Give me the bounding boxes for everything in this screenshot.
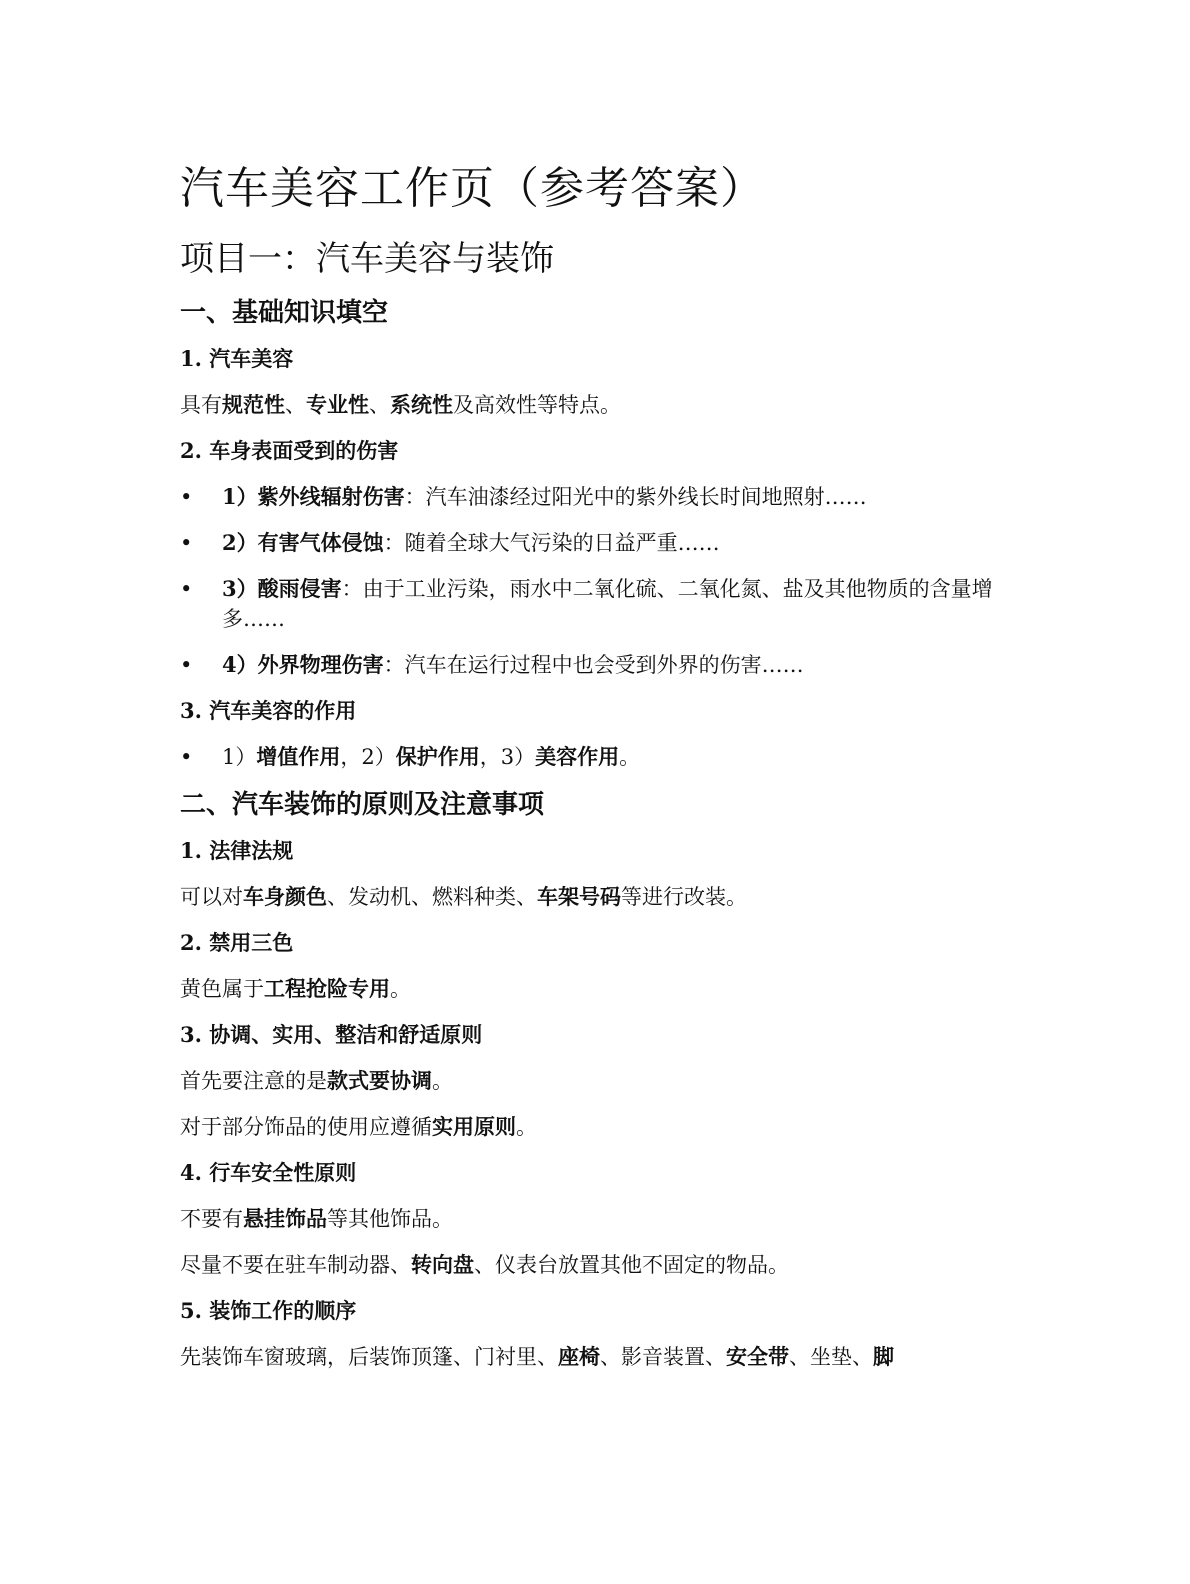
bullet-icon: • [180,653,193,677]
list-item: • 1）增值作用，2）保护作用，3）美容作用。 [180,742,1010,772]
section1-sub3-heading: 3. 汽车美容的作用 [180,698,357,723]
answer-keyword: 美容作用 [535,744,620,769]
answer-keyword: 转向盘 [411,1252,474,1277]
answer-keyword: 悬挂饰品 [243,1206,327,1231]
section1-sub1-text: 具有规范性、专业性、系统性及高效性等特点。 [180,392,621,417]
section1-sub1-heading: 1. 汽车美容 [180,346,294,371]
section2-sub3-text-2: 对于部分饰品的使用应遵循实用原则。 [180,1114,537,1139]
answer-keyword: 工程抢险专用 [264,976,390,1001]
answer-keyword: 保护作用 [395,744,480,769]
bullet-icon: • [180,577,193,601]
bullet-icon: • [180,531,193,555]
answer-keyword: 座椅 [558,1344,600,1369]
answer-keyword: 实用原则 [432,1114,516,1139]
section2-heading: 二、汽车装饰的原则及注意事项 [180,790,545,820]
list-item: • 4）外界物理伤害：汽车在运行过程中也会受到外界的伤害…… [180,650,1010,680]
answer-keyword: 1）紫外线辐射伤害 [222,484,405,509]
answer-keyword: 脚 [873,1344,894,1369]
answer-keyword: 安全带 [726,1344,789,1369]
answer-keyword: 车架号码 [537,884,621,909]
list-item: • 1）紫外线辐射伤害：汽车油漆经过阳光中的紫外线长时间地照射…… [180,482,1010,512]
section2-sub3-heading: 3. 协调、实用、整洁和舒适原则 [180,1022,483,1047]
document-content [180,162,1010,1388]
list-item: • 3）酸雨侵害：由于工业污染，雨水中二氧化硫、二氧化氮、盐及其他物质的含量增多…… [180,576,993,631]
section2-sub2-text: 黄色属于工程抢险专用。 [180,976,411,1001]
damage-list [180,482,1010,680]
answer-keyword: 增值作用 [256,744,341,769]
section2-sub3-text-1: 首先要注意的是款式要协调。 [180,1068,453,1093]
section2-sub5-text: 先装饰车窗玻璃，后装饰顶篷、门衬里、座椅、影音装置、安全带、坐垫、脚 [180,1344,894,1369]
answer-keyword: 2）有害气体侵蚀 [222,530,384,555]
section2-sub1-heading: 1. 法律法规 [180,838,294,863]
list-item: • 2）有害气体侵蚀：随着全球大气污染的日益严重…… [180,528,1010,558]
document-title: 汽车美容工作页（参考答案） [180,163,765,214]
answer-keyword: 专业性 [306,392,369,417]
answer-keyword: 系统性 [390,392,453,417]
bullet-icon: • [180,485,193,509]
section2-sub5-heading: 5. 装饰工作的顺序 [180,1298,357,1323]
section2-sub4-heading: 4. 行车安全性原则 [180,1160,357,1185]
project-title: 项目一：汽车美容与装饰 [180,239,554,279]
answer-keyword: 车身颜色 [243,884,327,909]
section2-sub2-heading: 2. 禁用三色 [180,930,294,955]
section1-heading: 一、基础知识填空 [180,298,389,328]
answer-keyword: 款式要协调 [327,1068,432,1093]
function-list [180,742,1010,772]
section2-sub4-text-1: 不要有悬挂饰品等其他饰品。 [180,1206,453,1231]
section1-sub2-heading: 2. 车身表面受到的伤害 [180,438,399,463]
bullet-icon: • [180,745,193,769]
section2-sub1-text: 可以对车身颜色、发动机、燃料种类、车架号码等进行改装。 [180,884,747,909]
answer-keyword: 4）外界物理伤害 [222,652,384,677]
section2-sub4-text-2: 尽量不要在驻车制动器、转向盘、仪表台放置其他不固定的物品。 [180,1252,789,1277]
answer-keyword: 规范性 [222,392,285,417]
answer-keyword: 3）酸雨侵害 [222,576,342,601]
